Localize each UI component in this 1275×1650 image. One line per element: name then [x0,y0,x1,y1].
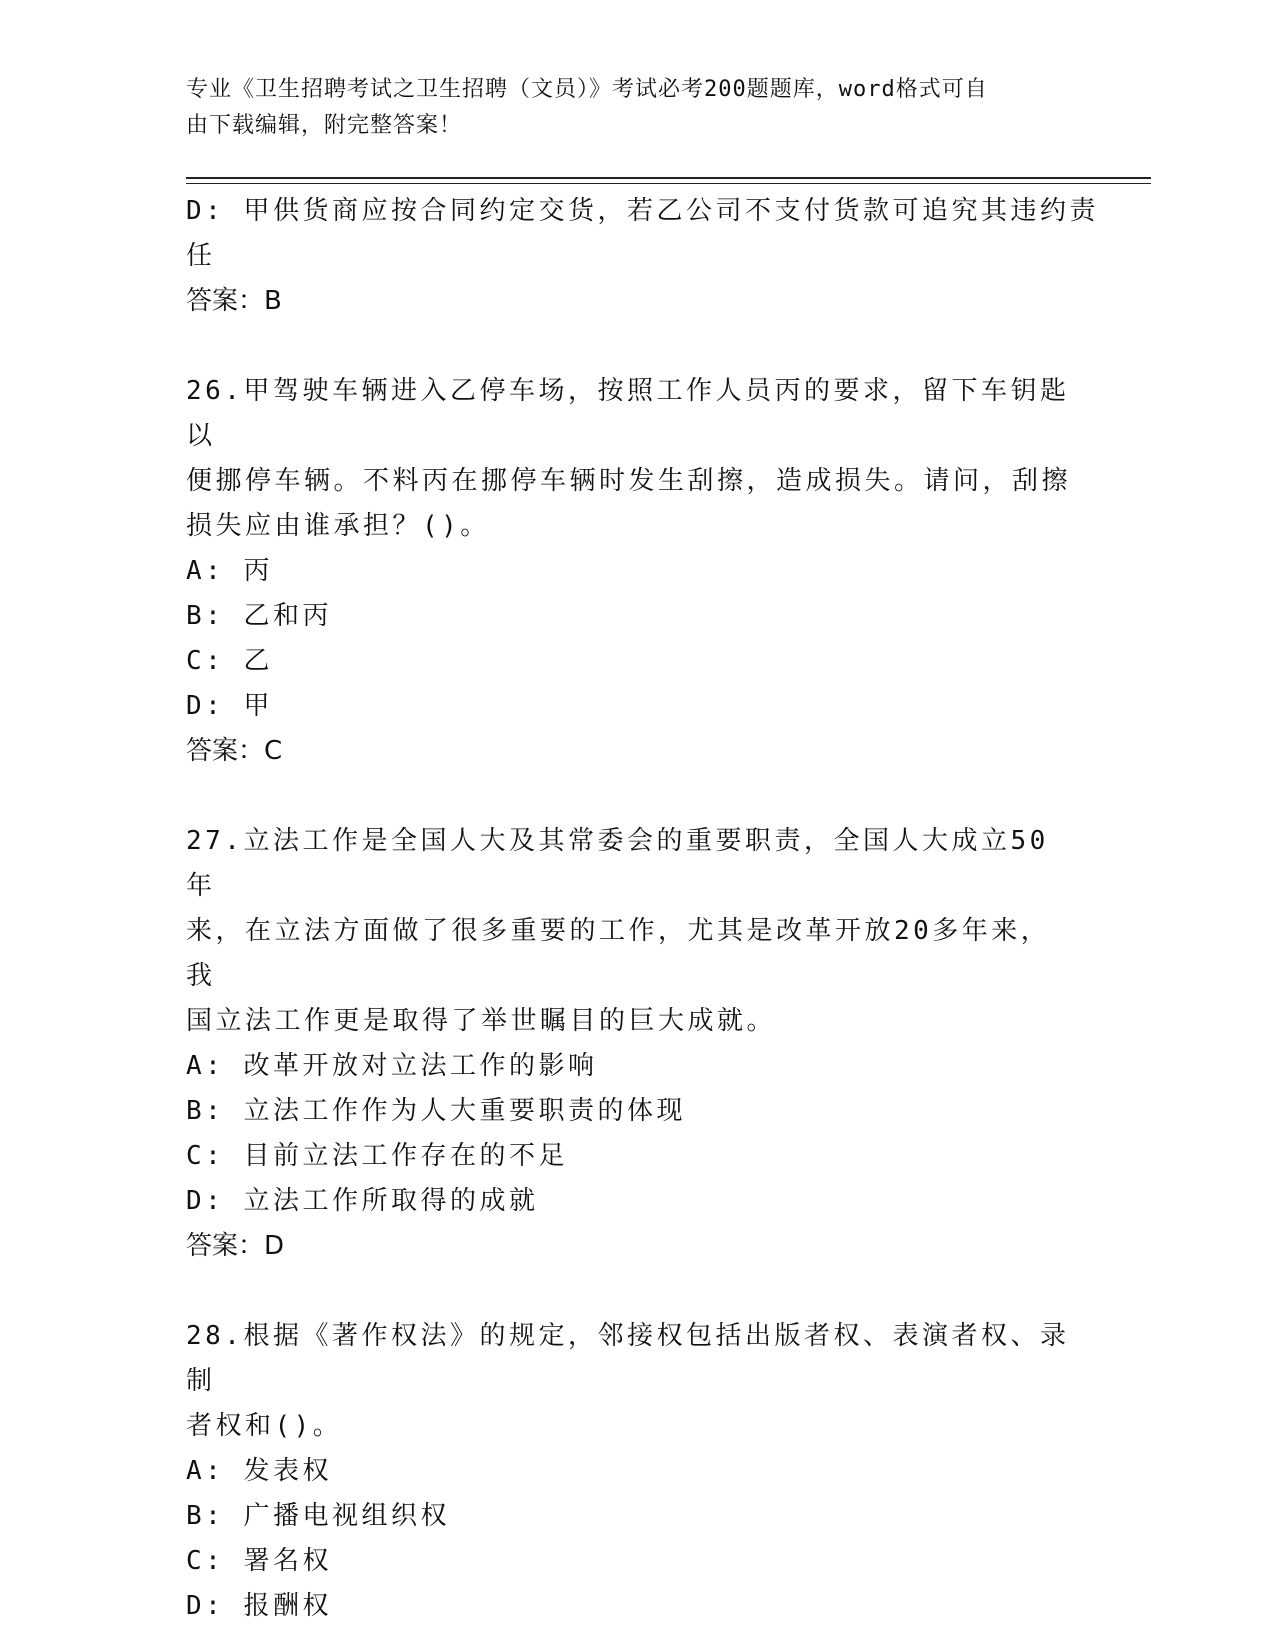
option-a: A: 改革开放对立法工作的影响 [186,1051,598,1081]
question-28 [186,1314,1076,1629]
question-text-line: 27.立法工作是全国人大及其常委会的重要职责，全国人大成立50年 [186,826,1049,901]
header-divider-thin [186,183,1151,184]
document-header [186,72,1066,144]
carryover-question [186,189,1099,324]
question-text-line: 损失应由谁承担？()。 [186,511,490,541]
question-text-line: 28.根据《著作权法》的规定，邻接权包括出版者权、表演者权、录制 [186,1321,1070,1396]
question-text-line: 国立法工作更是取得了举世瞩目的巨大成就。 [186,1006,777,1036]
question-text-line: 便挪停车辆。不料丙在挪停车辆时发生刮擦，造成损失。请问，刮擦 [186,466,1072,496]
question-26 [186,369,1076,774]
option-a: A: 发表权 [186,1456,332,1486]
option-c: C: 乙 [186,646,273,676]
option-d: D: 立法工作所取得的成就 [186,1186,539,1216]
option-b: B: 立法工作作为人大重要职责的体现 [186,1096,686,1126]
option-a: A: 丙 [186,556,273,586]
question-27 [186,819,1076,1269]
option-d: D: 甲 [186,691,273,721]
answer: 答案：D [186,1231,285,1261]
question-text-line: 来，在立法方面做了很多重要的工作，尤其是改革开放20多年来，我 [186,916,1051,991]
header-line-1: 专业《卫生招聘考试之卫生招聘（文员）》考试必考200题题库，word格式可自 [186,77,988,102]
document-body [186,189,1099,1629]
answer: 答案：C [186,736,283,766]
option-b: B: 乙和丙 [186,601,332,631]
option-b: B: 广播电视组织权 [186,1501,450,1531]
answer: 答案：B [186,286,282,316]
option-c: C: 署名权 [186,1546,332,1576]
option-c: C: 目前立法工作存在的不足 [186,1141,568,1171]
question-text-line: 26.甲驾驶车辆进入乙停车场，按照工作人员丙的要求，留下车钥匙以 [186,376,1070,451]
question-text-line: 者权和()。 [186,1411,343,1441]
option-d-continuation: 任 [186,241,216,271]
header-divider-thick [186,177,1151,179]
option-d: D: 甲供货商应按合同约定交货，若乙公司不支付货款可追究其违约责 [186,196,1099,226]
header-line-2: 由下载编辑，附完整答案！ [186,113,463,138]
option-d: D: 报酬权 [186,1591,332,1621]
